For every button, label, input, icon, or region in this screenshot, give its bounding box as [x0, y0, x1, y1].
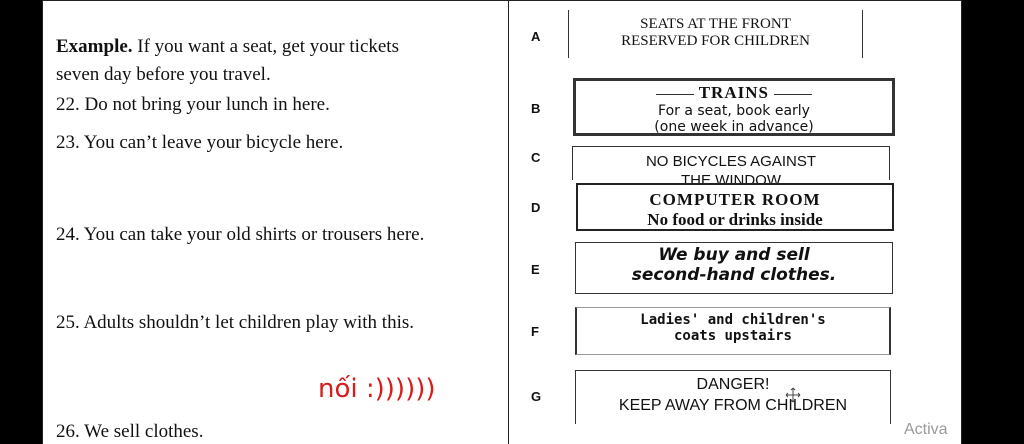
sign-g-line-1: DANGER!	[696, 376, 770, 393]
sign-c-line-2: THE WINDOW	[681, 172, 781, 190]
sign-e	[575, 242, 893, 294]
sign-g	[575, 370, 891, 424]
sign-b-line-2: (one week in advance)	[654, 118, 814, 135]
move-cursor-icon	[785, 387, 801, 403]
sign-d	[576, 183, 894, 231]
question-22: 22. Do not bring your lunch in here.	[56, 94, 330, 115]
sign-b	[573, 78, 895, 136]
question-26: 26. We sell clothes.	[56, 421, 204, 442]
handwritten-note: nối :))))))	[318, 374, 436, 404]
sign-b-title: TRAINS	[576, 83, 892, 103]
sign-e-line-2: second-hand clothes.	[631, 264, 837, 285]
sign-a-line-1: SEATS AT THE FRONT	[640, 16, 791, 32]
sign-f-line-1: Ladies' and children's	[640, 312, 826, 328]
worksheet-page	[42, 0, 962, 444]
example-line-2: seven day before you travel.	[56, 64, 271, 85]
sign-f-line-2: coats upstairs	[673, 328, 792, 345]
letter-e: E	[531, 262, 540, 277]
letter-f: F	[531, 324, 539, 339]
sign-b-line-1: For a seat, book early	[658, 102, 810, 119]
right-border	[961, 0, 962, 444]
sign-c	[572, 146, 890, 190]
sign-e-line-1: We buy and sell	[658, 245, 810, 265]
question-25: 25. Adults shouldn’t let children play with this.	[56, 312, 414, 333]
letter-a: A	[531, 29, 541, 44]
letter-b: B	[531, 101, 541, 116]
sign-d-line-1: COMPUTER ROOM	[649, 190, 821, 209]
sign-a	[568, 10, 863, 58]
example-line-1: Example. If you want a seat, get your tickets	[56, 36, 399, 57]
letter-g: G	[531, 389, 542, 404]
sign-g-line-2: KEEP AWAY FROM CHILDREN	[618, 397, 848, 415]
activation-watermark: Activa	[904, 421, 948, 438]
question-24: 24. You can take your old shirts or trousers here.	[56, 224, 425, 245]
sign-f	[575, 307, 891, 355]
letter-c: C	[531, 150, 541, 165]
letter-d: D	[531, 200, 541, 215]
question-23: 23. You can’t leave your bicycle here.	[56, 132, 344, 153]
sign-d-line-2: No food or drinks inside	[647, 209, 823, 229]
sign-c-line-1: NO BICYCLES AGAINST	[645, 153, 817, 170]
sign-a-line-2: RESERVED FOR CHILDREN	[621, 33, 810, 50]
top-rule	[42, 0, 962, 1]
column-divider	[508, 0, 509, 444]
left-border	[42, 0, 43, 444]
